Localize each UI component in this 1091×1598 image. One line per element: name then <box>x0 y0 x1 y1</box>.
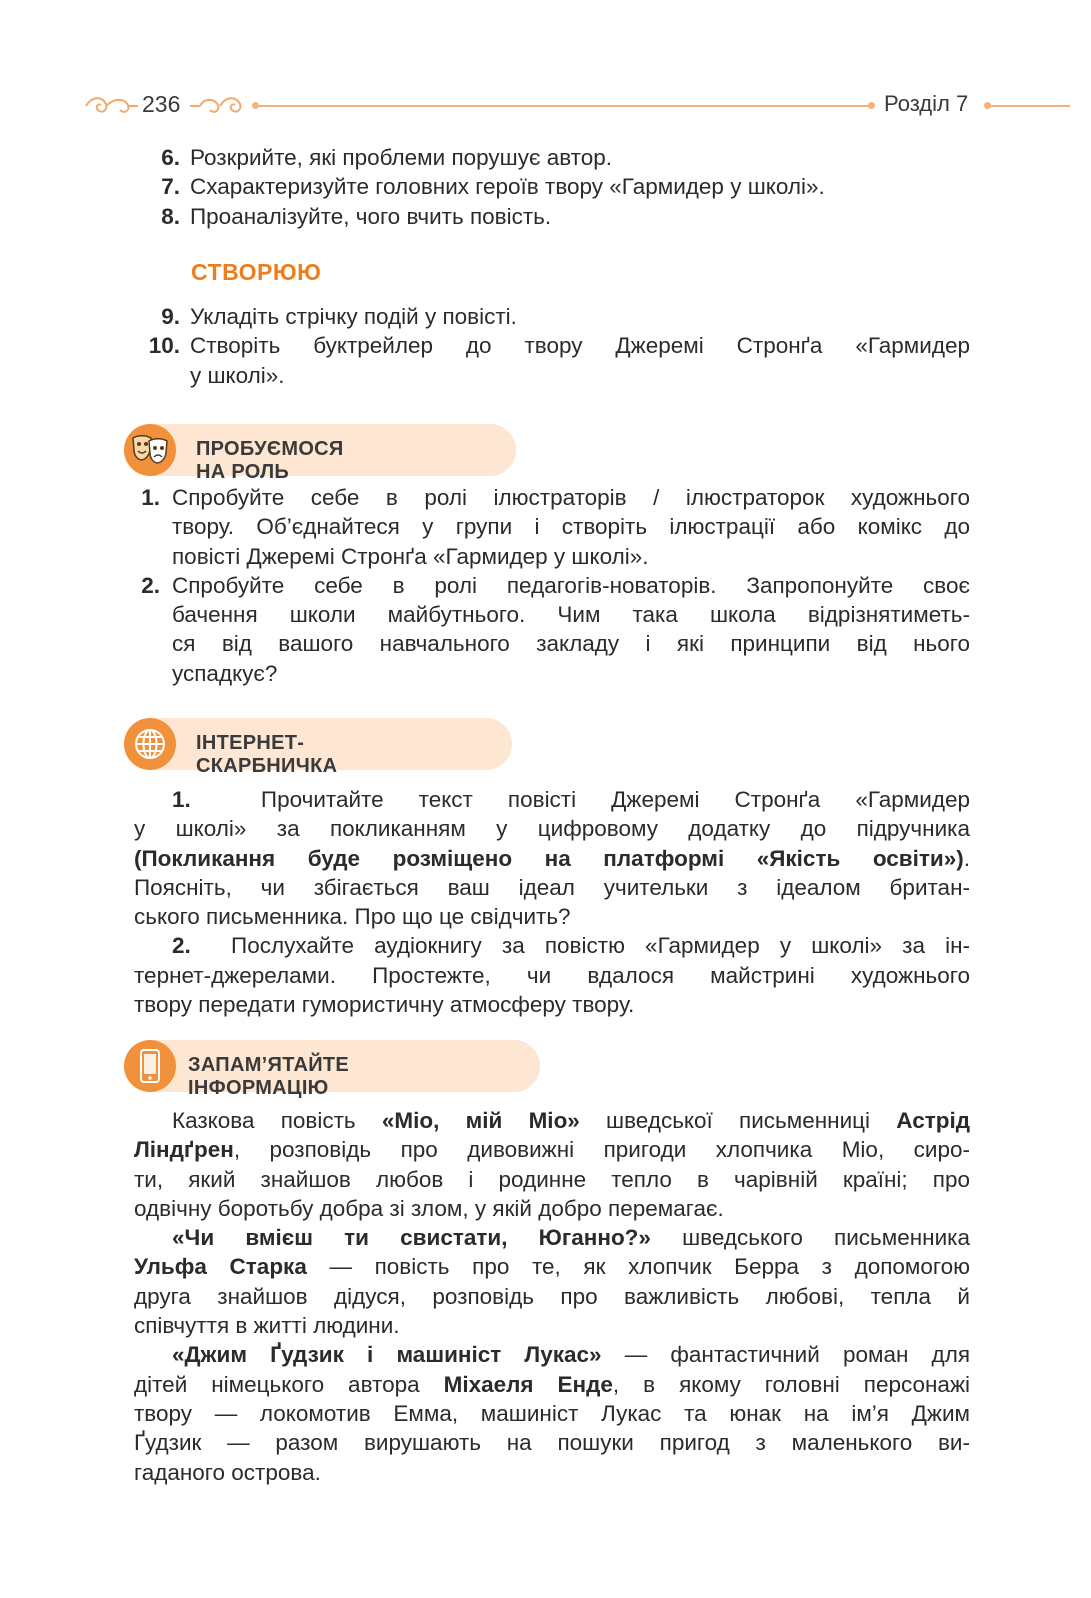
paragraph: 1. Прочитайте текст повісті Джеремі Стронґа «Гармидер у школі» за покликанням у цифровому додатку до підручника (Покликання буде розміщено на платформі «Якість освіти»). Поясніть, чи збігається ваш ідеал учительки з ідеалом британ- ського письменника. Про що це свідчить? <box>134 787 971 930</box>
list-item: 1. Спробуйте себе в ролі ілюстраторів / ілюстраторок художнього твору. Об’єднайтеся у групи і створіть ілюстрації або комікс до повісті Джеремі Стронґа «Гармидер у школі». <box>141 485 970 569</box>
header-rule-right <box>990 105 1070 107</box>
paragraph: 2. Послухайте аудіокнигу за повістю «Гармидер у школі» за ін- тернет-джерелами. Простежте, чи вдалося майстрині художнього твору передати гумористичну атмосферу твору. <box>134 933 970 1018</box>
roles-title: ПРОБУЄМОСЯ НА РОЛЬ <box>196 438 344 483</box>
list-item: 6. Розкрийте, які проблеми порушує автор. <box>161 145 612 170</box>
globe-icon <box>124 718 176 770</box>
list-item: 8. Проаналізуйте, чого вчить повість. <box>161 203 552 229</box>
roles-list <box>134 483 970 688</box>
create-list <box>134 302 970 390</box>
paragraph: «Чи вмієш ти свистати, Юганно?» шведського письменника Ульфа Старка — повість про те, як хлопчик Берра з допомогою друга знайшов дідуся, розповідь про важливість любові, тепла й співчуття в житті людини. <box>134 1225 971 1339</box>
page-number: 236 <box>142 91 181 117</box>
paragraph: «Джим Ґудзик і машиніст Лукас» — фантастичний роман для дітей німецького автора Міхаеля Енде, в якому головні персонажі твору — локомотив Емма, машиніст Лукас та юнак на ім’я Джим Ґудзик — разом вирушають на пошуки пригод з маленького ви- гаданого острова. <box>134 1342 971 1485</box>
paragraph: Казкова повість «Міо, мій Міо» шведської письменниці Астрід Ліндґрен, розповідь про дивовижні пригоди хлопчика Міо, сиро- ти, який знайшов любов і родинне тепло в чарівній країні; про одвічну боротьбу добра зі злом, у якій добро перемагає. <box>134 1108 971 1221</box>
header-rule-dot <box>868 102 875 109</box>
section-title: Розділ 7 <box>884 91 969 116</box>
ornament-right-icon <box>190 92 244 120</box>
theater-masks-icon <box>124 424 176 476</box>
remember-title: ЗАПАМ’ЯТАЙТЕ ІНФОРМАЦІЮ <box>188 1054 350 1099</box>
question-list <box>134 143 970 231</box>
list-item: 7. Схарактеризуйте головних героїв твору «Гармидер у школі». <box>161 174 825 200</box>
smartphone-icon <box>124 1040 176 1092</box>
internet-title: ІНТЕРНЕТ-СКАРБНИЧКА <box>196 732 338 777</box>
ornament-left-icon <box>84 92 138 120</box>
create-heading: СТВОРЮЮ <box>191 259 322 285</box>
list-item: 2. Спробуйте себе в ролі педагогів-новаторів. Запропонуйте своє бачення школи майбутнього. Чим така школа відрізнятиметь- ся від вашого навчального закладу і які принципи від нього успадкує? <box>141 572 970 686</box>
page-header <box>0 88 1091 124</box>
list-item: 10. Створіть буктрейлер до твору Джеремі Стронґа «Гармидер у школі». <box>148 333 970 388</box>
list-item: 9. Укладіть стрічку подій у повісті. <box>161 304 517 329</box>
remember-text <box>134 1106 970 1487</box>
internet-text <box>134 785 970 1019</box>
header-rule <box>258 105 870 107</box>
